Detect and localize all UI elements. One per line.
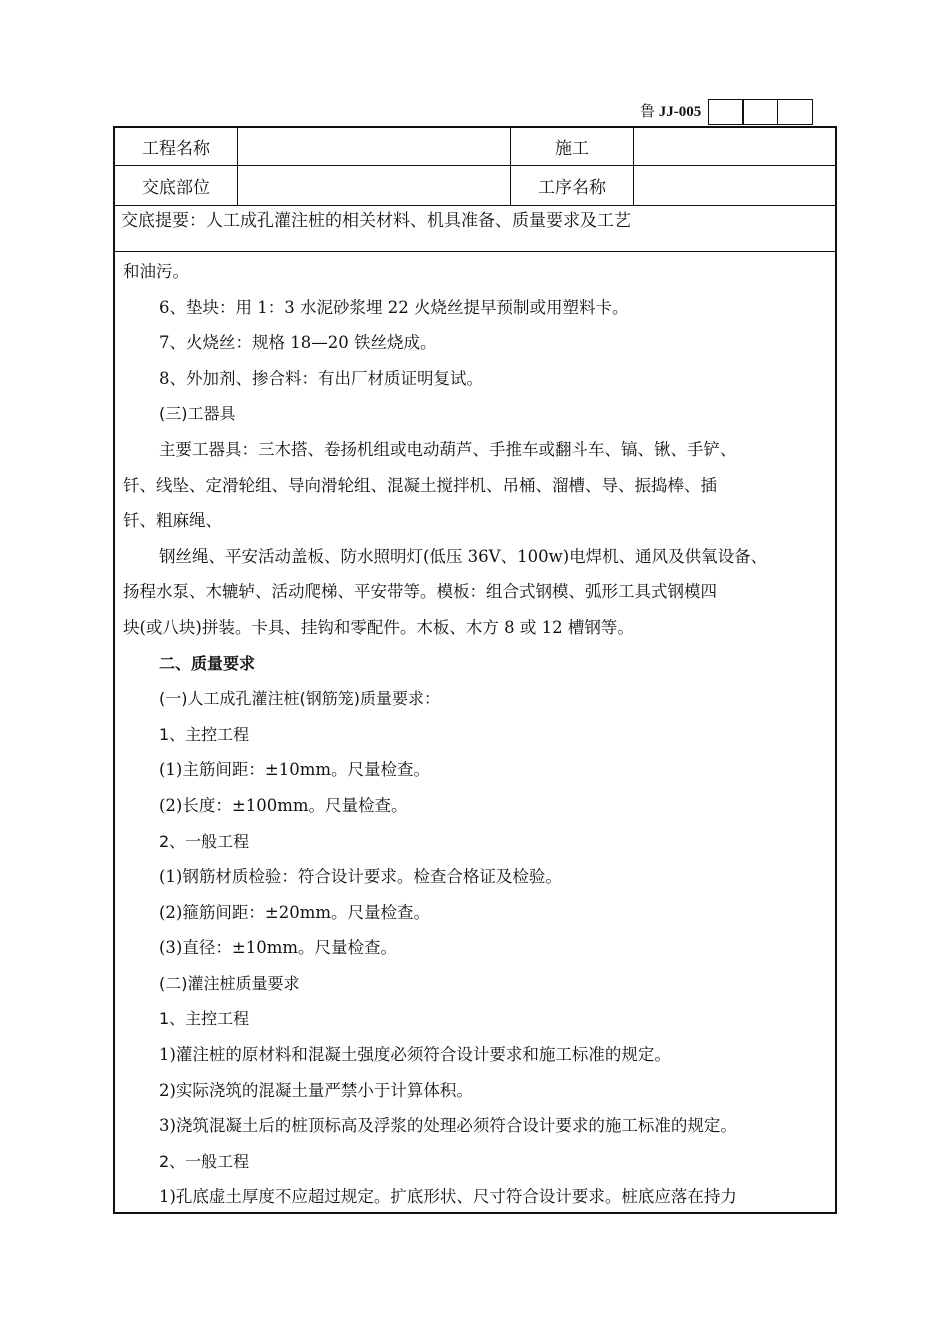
header-row-1 [115,128,835,166]
construction-value [634,128,835,165]
process-label: 工序名称 [511,166,634,205]
form-code-box-1 [708,99,744,125]
body-line: (2)箍筋间距：±20mm。尺量检查。 [159,902,430,922]
form-code-row [640,99,813,125]
summary-text: 交底提要：人工成孔灌注桩的相关材料、机具准备、质量要求及工艺 [115,206,835,252]
section-heading: 2、一般工程 [159,831,250,851]
body-line: 6、垫块：用 1：3 水泥砂浆埋 22 火烧丝提早预制或用塑料卡。 [159,297,629,317]
location-value [238,166,511,205]
section-heading: 1、主控工程 [159,1009,250,1029]
body-line: 块(或八块)拼装。卡具、挂钩和零配件。木板、木方 8 或 12 槽钢等。 [123,617,634,637]
body-line: 7、火烧丝：规格 18—20 铁丝烧成。 [159,333,437,353]
body-line: 3)浇筑混凝土后的桩顶标高及浮浆的处理必须符合设计要求的施工标准的规定。 [159,1116,737,1136]
form-code-label: 鲁 JJ-005 [640,104,702,120]
form-code-box-3 [777,99,813,125]
body-line: 和油污。 [123,262,189,281]
disclosure-sheet [113,126,837,1214]
body-line: (1)钢筋材质检验：符合设计要求。检查合格证及检验。 [159,867,562,887]
body-text [123,254,829,1215]
body-line: (3)直径：±10mm。尺量检查。 [159,938,397,958]
location-label: 交底部位 [115,166,238,205]
body-line: 钢丝绳、平安活动盖板、防水照明灯(低压 36V、100w)电焊机、通风及供氧设备、 [159,546,768,566]
body-line: 8、外加剂、掺合料：有出厂材质证明复试。 [159,368,483,388]
body-line: 主要工器具：三木搭、卷扬机组或电动葫芦、手推车或翻斗车、镐、锹、手铲、 [159,439,737,459]
section-heading: (一)人工成孔灌注桩(钢筋笼)质量要求： [159,689,440,709]
body-line: (1)主筋间距：±10mm。尺量检查。 [159,760,430,780]
section-heading: 2、一般工程 [159,1151,250,1171]
body-line: 1)孔底虚土厚度不应超过规定。扩底形状、尺寸符合设计要求。桩底应落在持力 [159,1187,737,1207]
section-heading: 二、质量要求 [159,653,256,673]
form-code-box-2 [742,99,778,125]
section-heading: (二)灌注桩质量要求 [159,973,300,993]
body-line: 钎、粗麻绳、 [123,511,222,531]
header-row-2 [115,166,835,206]
body-line: 钎、线坠、定滑轮组、导向滑轮组、混凝土搅拌机、吊桶、溜槽、导、振捣棒、插 [123,475,717,495]
body-line: 2)实际浇筑的混凝土量严禁小于计算体积。 [159,1080,473,1100]
body-line: (2)长度：±100mm。尺量检查。 [159,795,408,815]
project-name-value [238,128,511,165]
section-heading: 1、主控工程 [159,724,250,744]
project-name-label: 工程名称 [115,128,238,165]
body-line: 1)灌注桩的原材料和混凝土强度必须符合设计要求和施工标准的规定。 [159,1045,671,1065]
body-line: 扬程水泵、木辘轳、活动爬梯、平安带等。模板：组合式钢模、弧形工具式钢模四 [123,582,717,602]
construction-label: 施工 [511,128,634,165]
section-heading: (三)工器具 [159,404,236,424]
process-value [634,166,835,205]
